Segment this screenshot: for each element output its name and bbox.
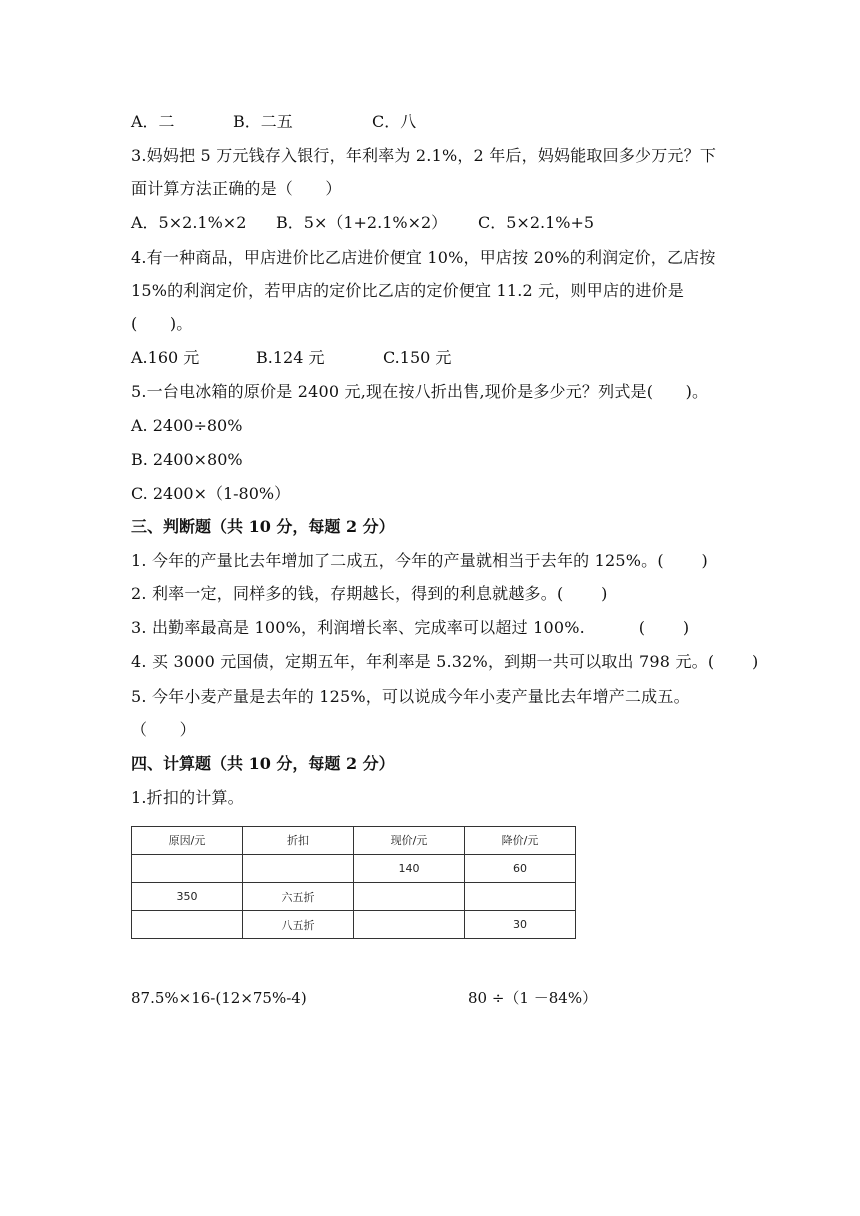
table-row: [132, 911, 576, 939]
table-cell: [354, 911, 465, 939]
q2-option-a: A．二: [131, 112, 175, 131]
table-header-row: [132, 827, 576, 855]
discount-table: [131, 826, 576, 939]
table-cell: 60: [465, 855, 576, 883]
q4-option-b: B.124 元: [256, 348, 325, 367]
section3-item-5: 5. 今年小麦产量是去年的 125%，可以说成今年小麦产量比去年增产二成五。: [131, 687, 690, 706]
section3-item-4: 4. 买 3000 元国债，定期五年，年利率是 5.32%，到期一共可以取出 798 元。( ): [131, 652, 759, 671]
table-row: [132, 883, 576, 911]
table-cell: 350: [132, 883, 243, 911]
table-cell: 140: [354, 855, 465, 883]
q4-text-line3: ( )。: [131, 314, 193, 333]
q4-option-c: C.150 元: [383, 348, 452, 367]
table-cell: [354, 883, 465, 911]
q5-option-c: C. 2400×（1-80%）: [131, 484, 291, 503]
q5-option-a: A. 2400÷80%: [131, 416, 243, 435]
calc-expression-1: 87.5%×16-(12×75%-4): [131, 989, 307, 1007]
table-cell: 六五折: [243, 883, 354, 911]
q2-option-b: B．二五: [233, 112, 293, 131]
table-header-cell: 现价/元: [354, 827, 465, 855]
table-cell: 八五折: [243, 911, 354, 939]
section4-title: 四、计算题（共 10 分，每题 2 分）: [131, 754, 395, 773]
q3-option-c: C．5×2.1%+5: [478, 213, 595, 232]
table-header-cell: 降价/元: [465, 827, 576, 855]
section3-item-5-blank: （ ）: [131, 720, 196, 739]
section3-title: 三、判断题（共 10 分，每题 2 分）: [131, 517, 395, 536]
q2-option-c: C．八: [372, 112, 417, 131]
table-row: [132, 855, 576, 883]
q5-option-b: B. 2400×80%: [131, 450, 243, 469]
table-cell: [465, 883, 576, 911]
table-cell: [132, 911, 243, 939]
section3-item-3: 3. 出勤率最高是 100%，利润增长率、完成率可以超过 100%. ( ): [131, 618, 690, 637]
section3-item-1: 1. 今年的产量比去年增加了二成五，今年的产量就相当于去年的 125%。( ): [131, 551, 708, 570]
q4-text-line2: 15%的利润定价，若甲店的定价比乙店的定价便宜 11.2 元，则甲店的进价是: [131, 281, 684, 300]
table-header-cell: 原因/元: [132, 827, 243, 855]
q3-option-a: A．5×2.1%×2: [131, 213, 247, 232]
table-header-cell: 折扣: [243, 827, 354, 855]
q5-text-line1: 5.一台电冰箱的原价是 2400 元,现在按八折出售,现价是多少元？列式是( )。: [131, 382, 709, 401]
section4-sub1: 1.折扣的计算。: [131, 788, 244, 807]
q3-text-line1: 3.妈妈把 5 万元钱存入银行，年利率为 2.1%，2 年后，妈妈能取回多少万元？下: [131, 146, 717, 165]
table-cell: [243, 855, 354, 883]
table-cell: [132, 855, 243, 883]
table-cell: 30: [465, 911, 576, 939]
q4-option-a: A.160 元: [131, 348, 200, 367]
section3-item-2: 2. 利率一定，同样多的钱，存期越长，得到的利息就越多。( ): [131, 584, 608, 603]
q3-option-b: B．5×（1+2.1%×2）: [276, 213, 448, 232]
q3-text-line2: 面计算方法正确的是（ ）: [131, 179, 342, 198]
q4-text-line1: 4.有一种商品，甲店进价比乙店进价便宜 10%，甲店按 20%的利润定价，乙店按: [131, 248, 716, 267]
calc-expression-2: 80 ÷（1 －84%）: [468, 989, 598, 1007]
